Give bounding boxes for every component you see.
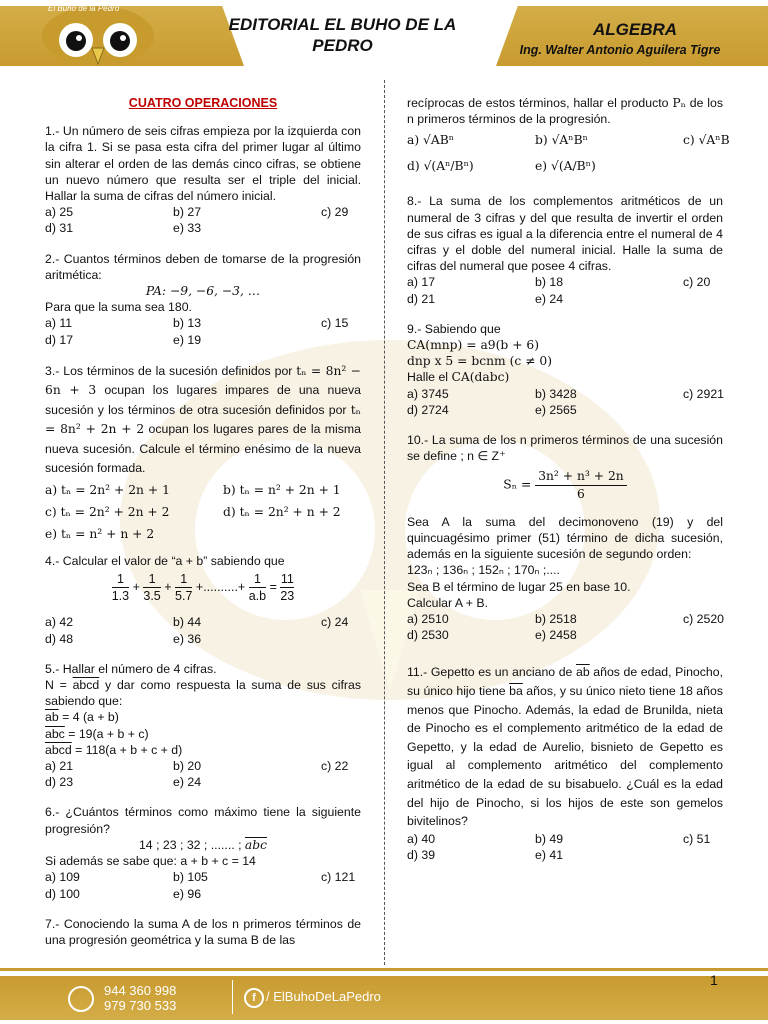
progression-formula: 14 ; 23 ; 32 ; ....... ; $\overline{abc}$ <box>138 837 268 852</box>
left-column <box>45 95 361 948</box>
fraction-series: $\frac{1}{1.3}$ + $\frac{1}{3.5}$ + $\frac{1}{5.7}$ +..........+ $\frac{1}{a.b}$ = $\frac{11}{23}$ <box>111 572 295 604</box>
option-e: e) √(A/Bⁿ) <box>535 159 596 174</box>
answer-options <box>407 386 723 418</box>
question-condition: Para que la suma sea 180. <box>45 300 192 315</box>
formula-complement: CA(mnp) = a9(b + 6) <box>407 338 540 353</box>
answer-options <box>45 758 361 790</box>
question-text: 5.- Hallar el número de 4 cifras. <box>45 661 217 676</box>
option-c: c) 20 <box>683 275 711 290</box>
option-c: c) tₙ = 2n² + 2n + 2 <box>45 504 170 519</box>
question-2 <box>45 251 361 348</box>
answer-options <box>45 869 361 901</box>
question-5 <box>45 661 361 791</box>
option-b: b) 27 <box>173 205 202 220</box>
option-d: d) 23 <box>45 775 74 790</box>
option-e: e) 2458 <box>535 628 577 643</box>
question-9 <box>407 321 723 418</box>
answer-options <box>407 274 723 306</box>
publisher-title: EDITORIAL EL BUHO DE LA PEDRO <box>228 15 457 55</box>
option-a: a) √ABⁿ <box>407 133 455 148</box>
whatsapp-icon <box>68 986 94 1012</box>
owl-logo <box>38 4 158 68</box>
option-d: d) 39 <box>407 848 436 863</box>
option-c: c) 2921 <box>683 386 725 401</box>
option-e: e) 2565 <box>535 402 577 417</box>
option-b: b) 44 <box>173 615 202 630</box>
question-3 <box>45 362 361 545</box>
option-b: b) 2518 <box>535 612 577 627</box>
contact-phones <box>104 983 176 1013</box>
question-text: 9.- Sabiendo que <box>407 321 501 336</box>
option-a: a) 25 <box>45 205 74 220</box>
option-d: d) 48 <box>45 631 74 646</box>
column-divider <box>384 80 385 965</box>
option-e: e) 96 <box>173 886 202 901</box>
formula-odd-terms: tₙ = 8n² − 6n + 3 <box>45 363 361 398</box>
option-d: d) 100 <box>45 886 80 901</box>
question-text: N = abcd y dar como respuesta la suma de sus cifras sabiendo que: <box>45 678 361 709</box>
question-11 <box>407 663 723 863</box>
footer-separator <box>232 980 233 1014</box>
option-d: d) 2530 <box>407 628 449 643</box>
sum-formula: Sₙ = $\frac{\text{3n² + n³ + 2n}}{6}$ <box>407 468 723 501</box>
option-b: b) tₙ = n² + 2n + 1 <box>223 482 341 497</box>
option-d: d) tₙ = 2n² + n + 2 <box>223 504 341 519</box>
logo-lettering: El Buho de la Pedro <box>48 4 120 13</box>
option-a: a) 40 <box>407 831 436 846</box>
option-e: e) 36 <box>173 631 202 646</box>
option-a: a) 17 <box>407 275 436 290</box>
facebook-icon: f <box>244 988 264 1008</box>
question-text: Sea B el término de lugar 25 en base 10. <box>407 579 631 594</box>
answer-options <box>407 127 730 179</box>
option-c: c) 29 <box>321 205 349 220</box>
numeral-abcd: abcd <box>72 678 100 693</box>
author-name: Ing. Walter Antonio Aguilera Tigre <box>519 43 721 57</box>
section-title: CUATRO OPERACIONES <box>128 96 278 110</box>
option-d: d) 21 <box>407 291 436 306</box>
answer-options <box>407 831 723 863</box>
facebook-handle: / ElBuhoDeLaPedro <box>266 989 381 1004</box>
option-e: e) 24 <box>535 291 564 306</box>
option-a: a) 109 <box>45 870 80 885</box>
question-10 <box>407 432 723 643</box>
phone-number: 979 730 533 <box>104 998 177 1013</box>
question-text: 7.- Conociendo la suma A de los n primeros términos de una progresión geométrica y la suma B de las <box>45 916 361 947</box>
option-e: e) tₙ = n² + n + 2 <box>45 526 155 541</box>
question-7 <box>45 916 361 948</box>
option-b: b) 18 <box>535 275 564 290</box>
option-b: b) 20 <box>173 759 202 774</box>
option-a: a) 2510 <box>407 612 449 627</box>
option-b: b) 13 <box>173 316 202 331</box>
answer-options <box>45 479 361 545</box>
option-d: d) 31 <box>45 221 74 236</box>
sequence: 123ₙ ; 136ₙ ; 152ₙ ; 170ₙ ;.... <box>407 563 560 578</box>
subject-title: ALGEBRA <box>592 20 678 39</box>
option-d: d) √(Aⁿ/Bⁿ) <box>407 159 474 174</box>
question-6 <box>45 804 361 901</box>
option-c: c) 121 <box>321 870 356 885</box>
question-7-continued <box>407 95 730 179</box>
option-c: c) 51 <box>683 831 711 846</box>
question-text: 4.- Calcular el valor de “a + b” sabiendo que <box>45 553 285 568</box>
question-text: Sea A la suma del decimonoveno (19) y del quincuagésimo primer (51) término de dicha sucesión, además en la siguiente sucesión de segundo orden: <box>407 514 723 562</box>
question-text: 6.- ¿Cuántos términos como máximo tiene la siguiente progresión? <box>45 805 361 836</box>
footer-rule <box>0 968 768 971</box>
answer-options <box>45 315 361 347</box>
option-e: e) 33 <box>173 221 202 236</box>
question-1 <box>45 123 361 236</box>
option-a: a) tₙ = 2n² + 2n + 1 <box>45 482 170 497</box>
page-footer <box>0 968 768 1024</box>
question-8 <box>407 193 723 306</box>
question-text: 10.- La suma de los n primeros términos de una sucesión se define ; n ∈ Z⁺ <box>407 433 723 464</box>
option-a: a) 3745 <box>407 386 449 401</box>
question-text: 11.- Gepetto es un anciano de $\overline{ab}$ años de edad, Pinocho, su único hijo tiene $\overline{ba}$ años, y su único nieto tiene 18 años menos que Pinocho. Además, la edad de Brunilda, nieta de Pinocho es el complemento aritmético de la edad de Gepetto, y la edad de Aurelio, bisnieto de Gepetto es igual al complemento aritmético del complemento aritmético de la edad de su bisabuelo. ¿Cuál es la edad del hijo de Pinocho, si los hijos de este son gemelos bivitelinos? <box>407 665 723 829</box>
equation-2: $\overline{abc} = 19(a + b + c)$ <box>45 726 149 741</box>
option-b: b) 3428 <box>535 386 577 401</box>
formula-even-terms: tₙ = 8n² + 2n + 2 <box>45 402 361 437</box>
option-c: c) 22 <box>321 759 349 774</box>
question-condition: Si además se sabe que: a + b + c = 14 <box>45 854 256 869</box>
option-b: b) 49 <box>535 831 564 846</box>
option-d: d) 2724 <box>407 402 449 417</box>
question-ask: Calcular A + B. <box>407 595 488 610</box>
question-4 <box>45 553 361 647</box>
option-c: c) √AⁿB <box>683 133 730 148</box>
option-e: e) 24 <box>173 775 202 790</box>
phone-number: 944 360 998 <box>104 983 177 998</box>
option-c: c) 24 <box>321 615 349 630</box>
option-c: c) 2520 <box>683 612 725 627</box>
option-e: e) 41 <box>535 848 564 863</box>
answer-options <box>45 614 361 646</box>
equation-3: abcd = 118(a + b + c + d) <box>45 742 183 757</box>
progression-formula: PA: −9, −6, −3, … <box>145 284 261 299</box>
right-column <box>407 95 730 863</box>
equation-1: $\overline{ab} = 4$ (a + b) <box>45 710 119 725</box>
question-text: 1.- Un número de seis cifras empieza por la izquierda con la cifra 1. Si se pasa esta cifra del primer lugar al último sin alterar el orden de las demás cinco cifras, se obtiene un nuevo número que resulta ser el triple del inicial. Hallar la suma de cifras del número inicial. <box>45 124 361 204</box>
option-c: c) 15 <box>321 316 349 331</box>
page-header <box>0 0 768 72</box>
question-text: 2.- Cuantos términos deben de tomarse de la progresión aritmética: <box>45 251 361 282</box>
option-b: b) √AⁿBⁿ <box>535 133 588 148</box>
option-b: b) 105 <box>173 870 208 885</box>
option-a: a) 11 <box>45 316 73 331</box>
question-ask: Halle el CA(dabc) <box>407 370 510 385</box>
question-text: recíprocas de estos términos, hallar el producto Pₙ de los n primeros términos de la progresión. <box>407 96 723 127</box>
page-number: 1 <box>710 972 718 988</box>
question-text: 3.- Los términos de la sucesión definidos por tₙ = 8n² − 6n + 3 ocupan los lugares impares de una nueva sucesión y los términos de otra sucesión definidos por tₙ = 8n² + 2n + 2 ocupan los lugares pares de la misma nueva sucesión. Calcule el término enésimo de la nueva sucesión formada. <box>45 363 362 476</box>
option-a: a) 21 <box>45 759 74 774</box>
option-e: e) 19 <box>173 332 202 347</box>
answer-options <box>407 611 723 643</box>
answer-options <box>45 204 361 236</box>
option-a: a) 42 <box>45 615 74 630</box>
option-d: d) 17 <box>45 332 74 347</box>
formula-product: dnp x 5 = bcnm (c ≠ 0) <box>407 354 553 369</box>
question-text: 8.- La suma de los complementos aritméticos de un numeral de 3 cifras y del que resulta de invertir el orden de sus cifras es igual a la diferencia entre el numeral de 4 cifras y el doble del numeral inicial. Halle la suma de cifras del numeral que posee 4 cifras. <box>407 194 723 274</box>
